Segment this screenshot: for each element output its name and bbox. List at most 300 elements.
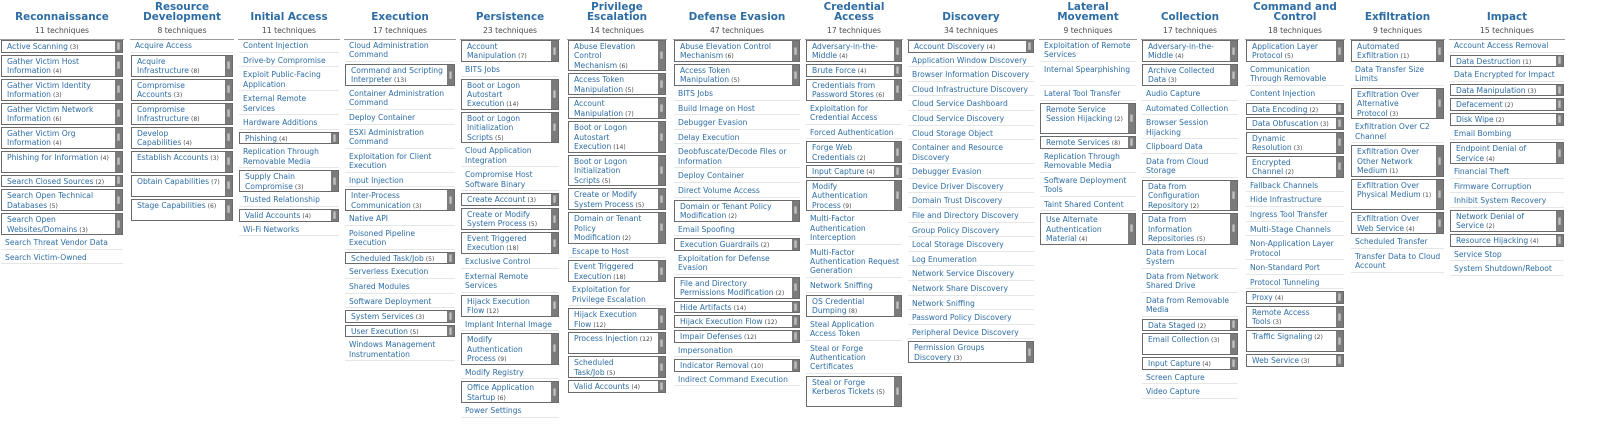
technique-name[interactable]: Disk Wipe: [1456, 115, 1494, 124]
expand-subtechniques-handle[interactable]: [792, 331, 799, 342]
technique-cell[interactable]: [806, 103, 902, 125]
expand-subtechniques-handle[interactable]: [1436, 41, 1443, 61]
tactic-name[interactable]: Defense Evasion: [688, 11, 786, 23]
expand-subtechniques-handle[interactable]: [894, 377, 901, 406]
technique-name[interactable]: Network Sniffing: [912, 298, 975, 308]
expand-subtechniques-handle[interactable]: [658, 357, 665, 377]
technique-cell[interactable]: [674, 132, 800, 145]
expand-subtechniques-handle[interactable]: [792, 239, 799, 250]
expand-subtechniques-handle[interactable]: [1556, 114, 1563, 125]
expand-subtechniques-handle[interactable]: [1230, 181, 1237, 210]
expand-subtechniques-handle[interactable]: [447, 65, 454, 85]
technique-cell[interactable]: [1246, 224, 1344, 237]
technique-name[interactable]: Scheduled Transfer: [1355, 237, 1428, 247]
expand-subtechniques-handle[interactable]: [1336, 118, 1343, 129]
technique-cell[interactable]: [806, 376, 902, 407]
technique-cell[interactable]: [345, 40, 455, 62]
technique-name[interactable]: Event Triggered Execution: [467, 234, 527, 253]
technique-cell[interactable]: [131, 199, 233, 221]
technique-name[interactable]: Multi-Stage Channels: [1250, 224, 1331, 234]
expand-subtechniques-handle[interactable]: [1336, 104, 1343, 115]
technique-cell[interactable]: [568, 155, 666, 186]
expand-subtechniques-handle[interactable]: [551, 113, 558, 142]
technique-name[interactable]: Develop Capabilities: [137, 128, 182, 147]
technique-cell[interactable]: [908, 327, 1034, 340]
technique-name[interactable]: Stage Capabilities: [137, 200, 206, 210]
technique-cell[interactable]: [674, 170, 800, 183]
technique-cell[interactable]: [908, 254, 1034, 267]
technique-cell[interactable]: [806, 280, 902, 293]
tactic-header[interactable]: [1449, 0, 1565, 40]
technique-cell[interactable]: [1, 189, 123, 211]
technique-cell[interactable]: [461, 208, 559, 230]
technique-cell[interactable]: [1450, 142, 1564, 164]
expand-subtechniques-handle[interactable]: [115, 152, 122, 172]
technique-cell[interactable]: [1351, 121, 1444, 143]
technique-name[interactable]: Hide Artifacts: [680, 302, 732, 312]
technique-name[interactable]: Inter-Process Communication: [351, 191, 411, 210]
technique-name[interactable]: Search Open Websites/Domains: [7, 215, 78, 234]
technique-name[interactable]: Multi-Factor Authentication Interception: [810, 214, 866, 242]
technique-name[interactable]: Impair Defenses: [680, 332, 743, 341]
technique-name[interactable]: Delay Execution: [678, 132, 740, 142]
technique-name[interactable]: Indirect Command Execution: [678, 374, 788, 384]
technique-name[interactable]: Direct Volume Access: [678, 186, 760, 195]
technique-name[interactable]: Log Enumeration: [912, 254, 977, 264]
technique-name[interactable]: External Remote Services: [243, 94, 307, 113]
technique-name[interactable]: Data Obfuscation: [1252, 119, 1319, 129]
technique-name[interactable]: Trusted Relationship: [243, 195, 320, 205]
technique-name[interactable]: Escape to Host: [572, 246, 629, 256]
technique-name[interactable]: Remote Services: [1046, 138, 1110, 147]
expand-subtechniques-handle[interactable]: [894, 80, 901, 100]
technique-cell[interactable]: [1142, 247, 1238, 269]
technique-name[interactable]: Exfiltration Over Alternative Protocol: [1357, 90, 1420, 118]
technique-cell[interactable]: [1450, 69, 1564, 82]
technique-cell[interactable]: [345, 281, 455, 294]
technique-name[interactable]: Internal Spearphishing: [1044, 65, 1131, 74]
technique-cell[interactable]: [1246, 330, 1344, 352]
technique-cell[interactable]: [1246, 180, 1344, 193]
technique-cell[interactable]: [1450, 263, 1564, 276]
technique-name[interactable]: External Remote Services: [465, 271, 529, 290]
technique-name[interactable]: Scheduled Task/Job: [574, 358, 614, 377]
expand-subtechniques-handle[interactable]: [658, 189, 665, 209]
technique-name[interactable]: Establish Accounts: [137, 152, 209, 162]
technique-cell[interactable]: [345, 228, 455, 250]
technique-name[interactable]: Service Stop: [1454, 249, 1502, 259]
technique-name[interactable]: Data Encrypted for Impact: [1454, 70, 1555, 80]
expand-subtechniques-handle[interactable]: [115, 80, 122, 100]
technique-cell[interactable]: [674, 315, 800, 328]
technique-cell[interactable]: [345, 64, 455, 86]
technique-name[interactable]: Cloud Service Discovery: [912, 114, 1005, 123]
technique-name[interactable]: Windows Management Instrumentation: [349, 340, 436, 359]
technique-name[interactable]: Screen Capture: [1146, 372, 1205, 382]
technique-name[interactable]: Remote Access Tools: [1252, 308, 1310, 327]
technique-name[interactable]: Data Transfer Size Limits: [1355, 65, 1425, 84]
technique-cell[interactable]: [674, 345, 800, 358]
technique-name[interactable]: Resource Hijacking: [1456, 236, 1529, 245]
technique-name[interactable]: Exploitation for Defense Evasion: [678, 253, 770, 273]
technique-cell[interactable]: [1142, 271, 1238, 293]
tactic-name[interactable]: Lateral Movement: [1057, 1, 1119, 23]
technique-cell[interactable]: [1, 213, 123, 235]
technique-name[interactable]: Fallback Channels: [1250, 180, 1319, 190]
technique-cell[interactable]: [345, 112, 455, 125]
technique-name[interactable]: Account Manipulation: [574, 99, 624, 118]
technique-name[interactable]: Wi-Fi Networks: [243, 224, 300, 234]
technique-cell[interactable]: [345, 296, 455, 309]
tactic-header[interactable]: [0, 0, 124, 40]
technique-cell[interactable]: [674, 301, 800, 314]
technique-name[interactable]: Cloud Administration Command: [349, 41, 429, 60]
technique-cell[interactable]: [239, 40, 339, 53]
technique-cell[interactable]: [131, 151, 233, 173]
tactic-header[interactable]: [805, 0, 903, 40]
technique-cell[interactable]: [345, 252, 455, 265]
technique-name[interactable]: Account Access Removal: [1454, 41, 1549, 50]
technique-cell[interactable]: [908, 113, 1034, 126]
technique-cell[interactable]: [1450, 166, 1564, 179]
technique-name[interactable]: Hijack Execution Flow: [467, 296, 530, 315]
expand-subtechniques-handle[interactable]: [551, 382, 558, 402]
technique-cell[interactable]: [345, 266, 455, 279]
technique-cell[interactable]: [568, 73, 666, 95]
technique-cell[interactable]: [1246, 132, 1344, 154]
expand-subtechniques-handle[interactable]: [1230, 65, 1237, 85]
technique-cell[interactable]: [1, 40, 123, 53]
technique-name[interactable]: Create Account: [467, 195, 526, 205]
expand-subtechniques-handle[interactable]: [331, 171, 338, 191]
expand-subtechniques-handle[interactable]: [1436, 213, 1443, 233]
technique-name[interactable]: Exploitation for Credential Access: [810, 103, 878, 122]
technique-name[interactable]: Indicator Removal: [680, 361, 749, 371]
technique-cell[interactable]: [674, 374, 800, 387]
technique-name[interactable]: Adversary-in-the-Middle: [812, 42, 878, 61]
technique-name[interactable]: Clipboard Data: [1146, 142, 1203, 152]
expand-subtechniques-handle[interactable]: [331, 133, 338, 144]
technique-cell[interactable]: [1142, 156, 1238, 178]
technique-name[interactable]: Permission Groups Discovery: [914, 343, 985, 362]
technique-cell[interactable]: [1040, 88, 1136, 101]
technique-name[interactable]: Archive Collected Data: [1148, 66, 1215, 85]
technique-cell[interactable]: [1450, 55, 1564, 68]
expand-subtechniques-handle[interactable]: [894, 166, 901, 177]
technique-cell[interactable]: [674, 330, 800, 343]
technique-cell[interactable]: [568, 121, 666, 152]
technique-cell[interactable]: [1142, 40, 1238, 62]
technique-name[interactable]: Hijack Execution Flow: [680, 317, 763, 327]
expand-subtechniques-handle[interactable]: [1436, 146, 1443, 175]
technique-cell[interactable]: [806, 40, 902, 62]
technique-name[interactable]: Transfer Data to Cloud Account: [1355, 251, 1441, 271]
expand-subtechniques-handle[interactable]: [225, 200, 232, 220]
expand-subtechniques-handle[interactable]: [1556, 235, 1563, 246]
technique-name[interactable]: Communication Through Removable: [1250, 65, 1327, 84]
technique-cell[interactable]: [1450, 84, 1564, 97]
technique-cell[interactable]: [908, 40, 1034, 53]
tactic-header[interactable]: [344, 0, 456, 40]
technique-cell[interactable]: [806, 141, 902, 163]
technique-name[interactable]: Application Layer Protocol: [1252, 42, 1319, 61]
technique-cell[interactable]: [131, 79, 233, 101]
expand-subtechniques-handle[interactable]: [1556, 143, 1563, 163]
technique-cell[interactable]: [1, 151, 123, 173]
technique-name[interactable]: Power Settings: [465, 406, 522, 416]
expand-subtechniques-handle[interactable]: [1026, 342, 1033, 362]
technique-name[interactable]: Account Discovery: [914, 42, 985, 51]
technique-name[interactable]: Ingress Tool Transfer: [1250, 210, 1328, 219]
technique-name[interactable]: Traffic Signaling: [1252, 332, 1313, 341]
technique-name[interactable]: Data Destruction: [1456, 56, 1521, 66]
technique-name[interactable]: Content Injection: [243, 41, 309, 50]
technique-cell[interactable]: [461, 333, 559, 364]
expand-subtechniques-handle[interactable]: [1230, 214, 1237, 243]
technique-name[interactable]: System Services: [351, 312, 414, 322]
technique-cell[interactable]: [568, 380, 666, 393]
technique-cell[interactable]: [1351, 251, 1444, 273]
technique-cell[interactable]: [568, 97, 666, 119]
technique-cell[interactable]: [239, 209, 339, 222]
technique-cell[interactable]: [908, 181, 1034, 194]
technique-cell[interactable]: [674, 88, 800, 101]
technique-name[interactable]: Compromise Host Software Binary: [465, 170, 533, 189]
expand-subtechniques-handle[interactable]: [225, 152, 232, 172]
expand-subtechniques-handle[interactable]: [551, 233, 558, 253]
expand-subtechniques-handle[interactable]: [115, 41, 122, 52]
expand-subtechniques-handle[interactable]: [1336, 307, 1343, 327]
technique-name[interactable]: Implant Internal Image: [465, 319, 552, 329]
technique-name[interactable]: BITS Jobs: [465, 65, 500, 74]
technique-name[interactable]: Deploy Container: [349, 113, 416, 122]
expand-subtechniques-handle[interactable]: [1230, 358, 1237, 369]
technique-name[interactable]: Native API: [349, 214, 389, 224]
tactic-header[interactable]: [1141, 0, 1239, 40]
technique-name[interactable]: Application Window Discovery: [912, 55, 1027, 65]
expand-subtechniques-handle[interactable]: [1336, 292, 1343, 303]
expand-subtechniques-handle[interactable]: [1556, 99, 1563, 110]
technique-name[interactable]: Valid Accounts: [245, 211, 301, 220]
expand-subtechniques-handle[interactable]: [447, 253, 454, 264]
expand-subtechniques-handle[interactable]: [115, 176, 122, 187]
technique-cell[interactable]: [1246, 194, 1344, 207]
technique-cell[interactable]: [908, 128, 1034, 141]
expand-subtechniques-handle[interactable]: [1128, 214, 1135, 243]
technique-name[interactable]: Hide Infrastructure: [1250, 195, 1322, 205]
technique-cell[interactable]: [806, 213, 902, 244]
technique-cell[interactable]: [908, 268, 1034, 281]
technique-cell[interactable]: [345, 339, 455, 361]
technique-name[interactable]: Boot or Logon Autostart Execution: [574, 123, 628, 152]
expand-subtechniques-handle[interactable]: [225, 104, 232, 124]
technique-cell[interactable]: [239, 93, 339, 115]
expand-subtechniques-handle[interactable]: [658, 98, 665, 118]
technique-name[interactable]: Active Scanning: [7, 42, 68, 51]
technique-name[interactable]: Network Share Discovery: [912, 284, 1008, 293]
technique-name[interactable]: Data Manipulation: [1456, 85, 1526, 95]
technique-cell[interactable]: [1450, 234, 1564, 247]
technique-cell[interactable]: [1246, 291, 1344, 304]
technique-name[interactable]: Exfiltration Over Web Service: [1357, 214, 1420, 233]
technique-cell[interactable]: [1450, 98, 1564, 111]
expand-subtechniques-handle[interactable]: [551, 296, 558, 316]
technique-name[interactable]: ESXi Administration Command: [349, 127, 424, 146]
expand-subtechniques-handle[interactable]: [1556, 85, 1563, 96]
expand-subtechniques-handle[interactable]: [658, 309, 665, 329]
technique-cell[interactable]: [239, 69, 339, 91]
technique-cell[interactable]: [1246, 306, 1344, 328]
tactic-name[interactable]: Resource Development: [143, 1, 221, 23]
technique-name[interactable]: Gather Victim Org Information: [7, 128, 76, 147]
technique-name[interactable]: Data from Network Shared Drive: [1146, 271, 1219, 290]
technique-name[interactable]: Event Triggered Execution: [574, 262, 634, 281]
expand-subtechniques-handle[interactable]: [551, 194, 558, 205]
technique-cell[interactable]: [1246, 156, 1344, 178]
expand-subtechniques-handle[interactable]: [1230, 334, 1237, 354]
technique-name[interactable]: Software Deployment: [349, 296, 432, 306]
technique-cell[interactable]: [568, 332, 666, 354]
technique-cell[interactable]: [908, 55, 1034, 68]
technique-cell[interactable]: [806, 247, 902, 278]
technique-name[interactable]: Abuse Elevation Control Mechanism: [680, 42, 772, 61]
technique-cell[interactable]: [1142, 141, 1238, 154]
technique-cell[interactable]: [1142, 357, 1238, 370]
technique-name[interactable]: System Shutdown/Reboot: [1454, 264, 1552, 274]
tactic-header[interactable]: [1350, 0, 1445, 40]
technique-cell[interactable]: [1450, 210, 1564, 232]
technique-cell[interactable]: [1246, 103, 1344, 116]
technique-cell[interactable]: [1040, 213, 1136, 244]
technique-cell[interactable]: [1040, 151, 1136, 173]
technique-name[interactable]: Protocol Tunneling: [1250, 277, 1320, 287]
technique-cell[interactable]: [1246, 354, 1344, 367]
technique-name[interactable]: Steal or Forge Authentication Certificates: [810, 343, 866, 372]
technique-name[interactable]: Poisoned Pipeline Execution: [349, 228, 416, 248]
technique-name[interactable]: Process Injection: [574, 334, 638, 344]
technique-name[interactable]: Create or Modify System Process: [467, 210, 530, 229]
technique-cell[interactable]: [674, 224, 800, 237]
technique-cell[interactable]: [674, 40, 800, 62]
technique-name[interactable]: Execution Guardrails: [680, 240, 759, 250]
technique-cell[interactable]: [1351, 145, 1444, 176]
technique-cell[interactable]: [806, 64, 902, 77]
technique-name[interactable]: Forge Web Credentials: [812, 143, 856, 162]
expand-subtechniques-handle[interactable]: [894, 65, 901, 76]
technique-name[interactable]: Boot or Logon Initialization Scripts: [467, 114, 521, 142]
technique-cell[interactable]: [345, 175, 455, 188]
expand-subtechniques-handle[interactable]: [894, 296, 901, 316]
technique-name[interactable]: Deobfuscate/Decode Files or Information: [678, 147, 787, 166]
technique-name[interactable]: Modify Authentication Process: [812, 181, 868, 210]
technique-name[interactable]: Dynamic Resolution: [1252, 133, 1292, 153]
technique-name[interactable]: Data Staged: [1148, 320, 1196, 330]
expand-subtechniques-handle[interactable]: [551, 334, 558, 363]
expand-subtechniques-handle[interactable]: [331, 210, 338, 221]
tactic-name[interactable]: Initial Access: [250, 11, 328, 23]
technique-name[interactable]: Cloud Service Dashboard: [912, 99, 1008, 109]
technique-cell[interactable]: [345, 127, 455, 149]
technique-cell[interactable]: [908, 84, 1034, 97]
technique-name[interactable]: Data from Removable Media: [1146, 295, 1230, 314]
technique-name[interactable]: Cloud Storage Object: [912, 128, 993, 138]
expand-subtechniques-handle[interactable]: [894, 181, 901, 210]
technique-cell[interactable]: [461, 232, 559, 254]
expand-subtechniques-handle[interactable]: [792, 302, 799, 313]
technique-name[interactable]: Network Service Discovery: [912, 269, 1015, 279]
technique-name[interactable]: Local Storage Discovery: [912, 240, 1004, 250]
technique-name[interactable]: Gather Victim Network Information: [7, 104, 94, 123]
technique-cell[interactable]: [1040, 136, 1136, 149]
technique-name[interactable]: Exploitation of Remote Services: [1044, 41, 1131, 60]
technique-cell[interactable]: [461, 79, 559, 110]
technique-name[interactable]: Software Deployment Tools: [1044, 175, 1127, 194]
technique-name[interactable]: Access Token Manipulation: [574, 75, 625, 94]
technique-cell[interactable]: [674, 64, 800, 86]
technique-name[interactable]: Obtain Capabilities: [137, 176, 210, 186]
technique-name[interactable]: Financial Theft: [1454, 167, 1510, 177]
technique-name[interactable]: Data from Configuration Repository: [1148, 181, 1200, 210]
technique-cell[interactable]: [1351, 212, 1444, 234]
technique-name[interactable]: OS Credential Dumping: [812, 296, 865, 315]
technique-name[interactable]: Multi-Factor Authentication Request Generation: [810, 247, 900, 276]
expand-subtechniques-handle[interactable]: [447, 326, 454, 337]
expand-subtechniques-handle[interactable]: [1026, 41, 1033, 52]
technique-cell[interactable]: [908, 142, 1034, 164]
technique-cell[interactable]: [908, 283, 1034, 296]
technique-name[interactable]: Gather Victim Host Information: [7, 56, 80, 75]
technique-cell[interactable]: [1246, 238, 1344, 260]
technique-name[interactable]: Office Application Startup: [467, 383, 535, 402]
expand-subtechniques-handle[interactable]: [658, 156, 665, 185]
technique-cell[interactable]: [1, 103, 123, 125]
technique-name[interactable]: File and Directory Discovery: [912, 211, 1019, 220]
technique-name[interactable]: Command and Scripting Interpreter: [351, 66, 443, 85]
expand-subtechniques-handle[interactable]: [1128, 137, 1135, 148]
technique-name[interactable]: Drive-by Compromise: [243, 55, 326, 65]
expand-subtechniques-handle[interactable]: [1230, 320, 1237, 331]
technique-cell[interactable]: [239, 194, 339, 207]
technique-name[interactable]: Container Administration Command: [349, 89, 445, 108]
technique-cell[interactable]: [908, 210, 1034, 223]
technique-name[interactable]: Non-Standard Port: [1250, 263, 1320, 273]
technique-name[interactable]: Modify Authentication Process: [467, 335, 523, 363]
expand-subtechniques-handle[interactable]: [1230, 41, 1237, 61]
expand-subtechniques-handle[interactable]: [115, 56, 122, 76]
technique-cell[interactable]: [1, 237, 123, 250]
expand-subtechniques-handle[interactable]: [792, 41, 799, 61]
technique-cell[interactable]: [1, 79, 123, 101]
expand-subtechniques-handle[interactable]: [551, 209, 558, 229]
technique-cell[interactable]: [345, 151, 455, 173]
expand-subtechniques-handle[interactable]: [792, 201, 799, 221]
technique-cell[interactable]: [461, 271, 559, 293]
technique-cell[interactable]: [1142, 103, 1238, 116]
technique-cell[interactable]: [806, 343, 902, 374]
technique-cell[interactable]: [1351, 64, 1444, 86]
expand-subtechniques-handle[interactable]: [1336, 133, 1343, 153]
technique-name[interactable]: Proxy: [1252, 293, 1273, 303]
technique-name[interactable]: Abuse Elevation Control Mechanism: [574, 42, 636, 70]
tactic-header[interactable]: [460, 0, 560, 40]
technique-name[interactable]: Web Service: [1252, 356, 1300, 365]
technique-name[interactable]: Content Injection: [1250, 89, 1316, 98]
technique-name[interactable]: Search Closed Sources: [7, 176, 94, 186]
technique-cell[interactable]: [568, 212, 666, 243]
technique-name[interactable]: Acquire Infrastructure: [137, 56, 189, 75]
technique-cell[interactable]: [461, 112, 559, 143]
technique-cell[interactable]: [908, 69, 1034, 82]
